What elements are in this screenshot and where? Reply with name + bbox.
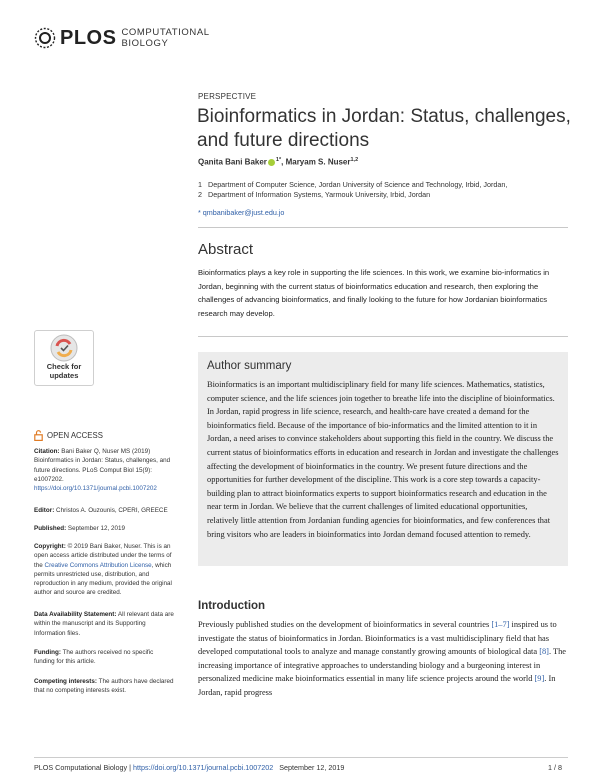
open-access-text: OPEN ACCESS [47, 431, 103, 440]
page-number: 1 / 8 [548, 763, 562, 772]
orcid-icon[interactable] [268, 159, 275, 166]
journal-name-line1: COMPUTATIONAL [121, 27, 210, 38]
affiliation-number: 1 [198, 180, 202, 189]
introduction-text [198, 618, 568, 699]
reference-link[interactable]: [8] [539, 647, 549, 656]
footer-divider [34, 757, 568, 758]
citation-text: Bani Baker Q, Nuser MS (2019) Bioinformatics in Jordan: Status, challenges, and future directions. PLoS Comput Biol 15(9): e1007202. [34, 448, 171, 483]
funding-text: The authors received no specific funding for this article. [34, 649, 154, 666]
published-block [34, 524, 174, 533]
divider [198, 227, 568, 228]
introduction-heading: Introduction [198, 600, 266, 612]
affiliation-text: Department of Computer Science, Jordan University of Science and Technology, Irbid, Jordan, [208, 180, 508, 189]
reference-link[interactable]: [1–7] [491, 620, 510, 629]
citation-doi-link[interactable]: https://doi.org/10.1371/journal.pcbi.1007202 [34, 485, 157, 493]
affiliation-number: 2 [198, 190, 202, 199]
intro-text-segment: inspired us to investigate the status of bioinformatics in Jordan. Bioinformatics is a vast multidisciplinary field that has developed computational tools to analyze and manage constantly growing amounts of biological data [198, 620, 557, 656]
check-for-updates-badge[interactable] [34, 330, 94, 386]
data-availability-label: Data Availability Statement: [34, 611, 117, 618]
open-lock-icon [34, 430, 43, 441]
citation-label: Citation: [34, 448, 60, 455]
check-updates-line1: Check for [46, 362, 82, 371]
copyright-text: © 2019 Bani Baker, Nuser. This is an open access article distributed under the terms of the [34, 543, 172, 569]
affiliation [198, 180, 578, 189]
plos-logo-icon [34, 27, 56, 49]
check-updates-icon [50, 334, 78, 362]
editor-text: Christos A. Ouzounis, CPERI, GREECE [54, 507, 168, 514]
author-name[interactable]: Qanita Bani Baker [198, 157, 267, 167]
citation-block [34, 447, 174, 493]
author-separator: , [281, 157, 286, 167]
data-availability-block [34, 610, 174, 638]
copyright-label: Copyright: [34, 543, 66, 550]
intro-text-segment: . In Jordan, rapid progress [198, 674, 556, 697]
divider [198, 336, 568, 337]
article-type: PERSPECTIVE [198, 92, 257, 101]
footer [34, 763, 344, 772]
copyright-block [34, 542, 174, 598]
funding-block [34, 648, 174, 667]
editor-block [34, 506, 174, 515]
reference-link[interactable]: [9] [534, 674, 545, 683]
copyright-text: , which permits unrestricted use, distribution, and reproduction in any medium, provided the original author and source are credited. [34, 561, 172, 597]
editor-label: Editor: [34, 507, 55, 514]
author-affiliation-marker: 1,2 [350, 157, 359, 163]
intro-text-segment: Previously published studies on the development of bioinformatics in several countries [198, 620, 492, 629]
author-list [198, 157, 358, 167]
open-access-label [34, 430, 103, 441]
data-availability-text: All relevant data are within the manuscript and its Supporting Information files. [34, 611, 174, 637]
affiliation-text: Department of Information Systems, Yarmouk University, Irbid, Jordan [208, 190, 431, 199]
author-affiliation-marker: 1* [275, 157, 282, 163]
corresponding-email[interactable]: * qmbanibaker@just.edu.jo [198, 208, 285, 217]
affiliation [198, 190, 578, 199]
footer-journal: PLOS Computational Biology | [34, 763, 133, 772]
author-summary-text: Bioinformatics is an important multidisciplinary field for many life sciences. Mathematics, statistics, computer science, and the life sciences join together to breathe life into the discipline of bioinformatics. In Jordan, rapid progress in life science, research, and health-care have created a demand for the bioinformatics field. Because of the importance of bio-informatics and the limited attention to it in Jordan, a need arises to convince stakeholders about supporting this field in the country. We discuss the current status of bioinformatics efforts in education and research in Jordan and investigate the challenges affecting the development of bioinformatics in the country. We present future directions and the opportunities for further development of the discipline. This work is a core step towards a capacity-building plan to attract bioinformatics experts to support bioinformatics research and education in the near term in Jordan. We believe that the current challenges of limited educational opportunities, relatively little attention from Jordanian funding agencies for bioinformatics, and few conferences that bring visitors who are leaders in bioinformatics into Jordan demand focused attention to remedy. [207, 380, 559, 539]
check-updates-line2: updates [49, 370, 79, 380]
article-title: Bioinformatics in Jordan: Status, challenges, and future directions [197, 106, 571, 151]
published-label: Published: [34, 525, 67, 532]
check-updates-label [35, 363, 93, 380]
funding-label: Funding: [34, 649, 61, 656]
journal-logo[interactable] [34, 27, 210, 49]
published-text: September 12, 2019 [66, 525, 125, 532]
intro-text-segment: . The increasing importance of integrative approaches to understanding biology and a burgeoning interest in personalized medicine make bioinformatics essential in many life science projects around the world [198, 647, 567, 683]
journal-name [121, 27, 209, 49]
author-name[interactable]: Maryam S. Nuser [285, 157, 351, 167]
journal-name-line2: BIOLOGY [121, 38, 169, 49]
license-link[interactable]: Creative Commons Attribution License [44, 561, 152, 569]
abstract-text: Bioinformatics plays a key role in supporting the life sciences. In this work, we examine bio-informatics in Jordan, beginning with the current status of bioinformatics education and research, then exploring the challenges of advancing bioinformatics, and finally looking to the future for how Jordanian bioinformatics research may develop. [198, 268, 550, 318]
footer-date: September 12, 2019 [273, 763, 345, 772]
abstract-heading: Abstract [198, 241, 254, 258]
logo-word: PLOS [60, 26, 117, 49]
footer-doi-link[interactable]: https://doi.org/10.1371/journal.pcbi.1007202 [132, 763, 274, 772]
competing-interests-text: The authors have declared that no competing interests exist. [34, 678, 174, 695]
competing-interests-label: Competing interests: [34, 678, 97, 685]
competing-interests-block [34, 677, 174, 696]
author-summary-heading: Author summary [207, 360, 292, 372]
